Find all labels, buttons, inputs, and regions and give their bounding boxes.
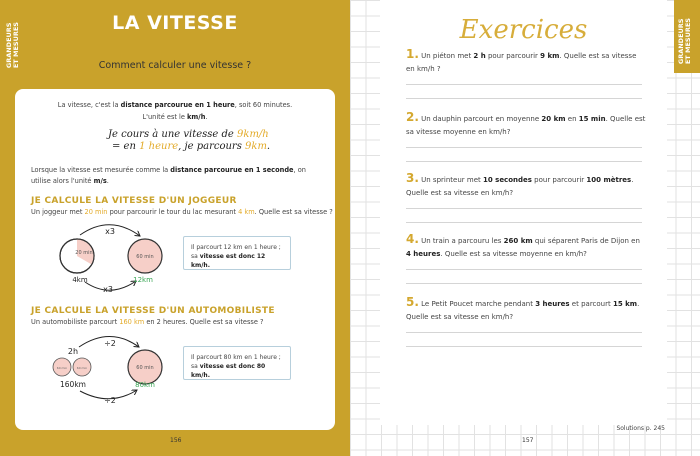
side-tab-line: ET MESURES	[12, 22, 20, 69]
text-segment: et parcourt	[569, 300, 613, 308]
answer-line[interactable]	[406, 208, 642, 209]
highlight-text: 9km	[245, 141, 267, 152]
clock-label: 60 min	[136, 254, 154, 260]
bold-text: 100 mètres	[586, 176, 632, 184]
text-segment: . Quelle est sa vitesse moyenne en km/h?	[406, 115, 646, 136]
exercise-number: 3.	[406, 171, 419, 185]
text-segment: Lorsque la vitesse est mesurée comme la	[31, 166, 171, 174]
exercise-item	[406, 48, 646, 76]
page-subtitle: Comment calculer une vitesse ?	[98, 60, 252, 71]
text-segment: Un piéton met	[418, 52, 474, 60]
clock-60min	[128, 239, 162, 273]
text-segment: Le Petit Poucet marche pendant	[418, 300, 536, 308]
section-heading-joggeur: JE CALCULE LA VITESSE D'UN JOGGEUR	[31, 196, 237, 206]
clock-label: 60 min	[56, 366, 68, 370]
exercise-number: 5.	[406, 295, 419, 309]
page-title: LA VITESSE	[112, 12, 238, 34]
highlight-text: 1 heure	[139, 141, 179, 152]
distance-right: 80km	[135, 381, 155, 389]
exercise-item	[406, 172, 646, 200]
bold-text: 260 km	[503, 237, 533, 245]
distance-left: 160km	[60, 380, 86, 389]
answer-line[interactable]	[406, 346, 642, 347]
bold-text: 3 heures	[535, 300, 570, 308]
text-segment: . Quelle est sa vitesse moyenne en km/h?	[440, 250, 587, 258]
text-segment: Un dauphin parcourt en moyenne	[418, 115, 542, 123]
clock-label: 60 min	[136, 365, 154, 371]
operation-label-top: x3	[105, 227, 115, 236]
text-segment: pour parcourir	[485, 52, 541, 60]
bold-text: m/s	[93, 177, 107, 185]
highlight-text: 9km/h	[237, 129, 269, 140]
bold-text: 4 heures	[406, 250, 441, 258]
highlight-text: 20 min	[84, 208, 108, 216]
text-segment: Je cours à une vitesse de	[108, 129, 238, 140]
distance-left: 4km	[72, 276, 88, 284]
bold-text: 2 h	[473, 52, 486, 60]
time-left: 2h	[67, 347, 79, 356]
page-number: 157	[522, 437, 534, 444]
page-number: 156	[170, 437, 182, 444]
distance-right: 12km	[133, 276, 153, 284]
bold-text: 15 km	[612, 300, 638, 308]
text-segment: . Quelle est sa vitesse ?	[254, 208, 333, 216]
bold-text: vitesse est donc 80 km/h.	[191, 363, 266, 379]
bold-text: distance parcourue en 1 heure	[120, 101, 235, 109]
text-segment: .	[205, 113, 208, 121]
right-page	[350, 0, 700, 456]
text-segment: La vitesse, c'est la	[57, 101, 121, 109]
side-tab-label	[678, 18, 692, 64]
text-segment: Un joggeur met	[31, 208, 85, 216]
clock-60min-2	[128, 350, 162, 384]
exercise-item	[406, 296, 646, 324]
text-segment: .	[106, 177, 109, 185]
text-segment: Il parcourt 12 km en 1 heure ; sa	[191, 244, 281, 260]
text-segment: Il parcourt 80 km en 1 heure ; sa	[191, 354, 281, 370]
clock-20min	[60, 239, 94, 273]
text-segment: . Quelle est sa vitesse en km/h?	[406, 176, 634, 197]
answer-line[interactable]	[406, 283, 642, 284]
exercise-item	[406, 233, 646, 261]
clock-label: 60 min	[76, 366, 88, 370]
answer-line[interactable]	[406, 332, 642, 333]
bold-text: vitesse est donc 12 km/h.	[191, 253, 266, 269]
bold-text: 20 km	[541, 115, 566, 123]
text-segment: , je parcours	[178, 141, 246, 152]
exercise-panel	[380, 0, 667, 432]
text-segment: . Quelle est sa vitesse en km/h ?	[406, 52, 637, 73]
answer-line[interactable]	[406, 222, 642, 223]
lesson-card	[15, 89, 335, 430]
answer-line[interactable]	[406, 147, 642, 148]
operation-label-bottom: ÷2	[104, 396, 116, 405]
exercise-number: 2.	[406, 110, 419, 124]
text-segment: Un train a parcouru les	[418, 237, 504, 245]
text-segment: Un sprinteur met	[418, 176, 483, 184]
side-tab-line: GRANDEURS	[5, 22, 13, 69]
answer-line[interactable]	[406, 98, 642, 99]
operation-label-bottom: x3	[103, 285, 113, 294]
text-segment: pour parcourir le tour du lac mesurant	[107, 208, 239, 216]
bold-text: distance parcourue en 1 seconde	[170, 166, 294, 174]
side-tab-line: GRANDEURS	[677, 18, 685, 65]
exercise-number: 1.	[406, 47, 419, 61]
text-segment: pour parcourir	[531, 176, 587, 184]
exercises-title: Exercices	[459, 15, 588, 45]
bold-text: km/h	[187, 113, 206, 121]
answer-line[interactable]	[406, 269, 642, 270]
operation-label-top: ÷2	[104, 339, 116, 348]
exercise-item	[406, 111, 646, 139]
text-segment: L'unité est le	[142, 113, 188, 121]
clock-small-1	[53, 358, 71, 376]
highlight-text: 4 km	[238, 208, 255, 216]
text-segment: , soit 60 minutes.	[234, 101, 293, 109]
bold-text: 10 secondes	[482, 176, 532, 184]
bold-text: 9 km	[540, 52, 560, 60]
text-segment: en 2 heures. Quelle est sa vitesse ?	[144, 318, 264, 326]
highlight-text: 160 km	[119, 318, 145, 326]
side-tab-line: ET MESURES	[684, 18, 692, 65]
text-segment: en	[565, 115, 579, 123]
solutions-reference: Solutions p. 245	[616, 425, 665, 432]
text-segment: qui séparent Paris de Dijon en	[532, 237, 640, 245]
clock-label: 20 min	[75, 250, 93, 256]
section-heading-automobiliste: JE CALCULE LA VITESSE D'UN AUTOMOBILISTE	[31, 306, 275, 316]
text-segment: .	[266, 141, 271, 152]
text-segment: Un automobiliste parcourt	[31, 318, 120, 326]
diagrams	[15, 89, 335, 430]
answer-line[interactable]	[406, 161, 642, 162]
side-tab	[674, 0, 700, 73]
text-segment: . Quelle est sa vitesse en km/h?	[406, 300, 640, 321]
clock-small-2	[73, 358, 91, 376]
exercise-number: 4.	[406, 232, 419, 246]
bold-text: 15 min	[578, 115, 606, 123]
answer-line[interactable]	[406, 84, 642, 85]
text-segment: , on utilise alors l'unité	[31, 166, 306, 185]
text-segment: = en	[112, 141, 140, 152]
